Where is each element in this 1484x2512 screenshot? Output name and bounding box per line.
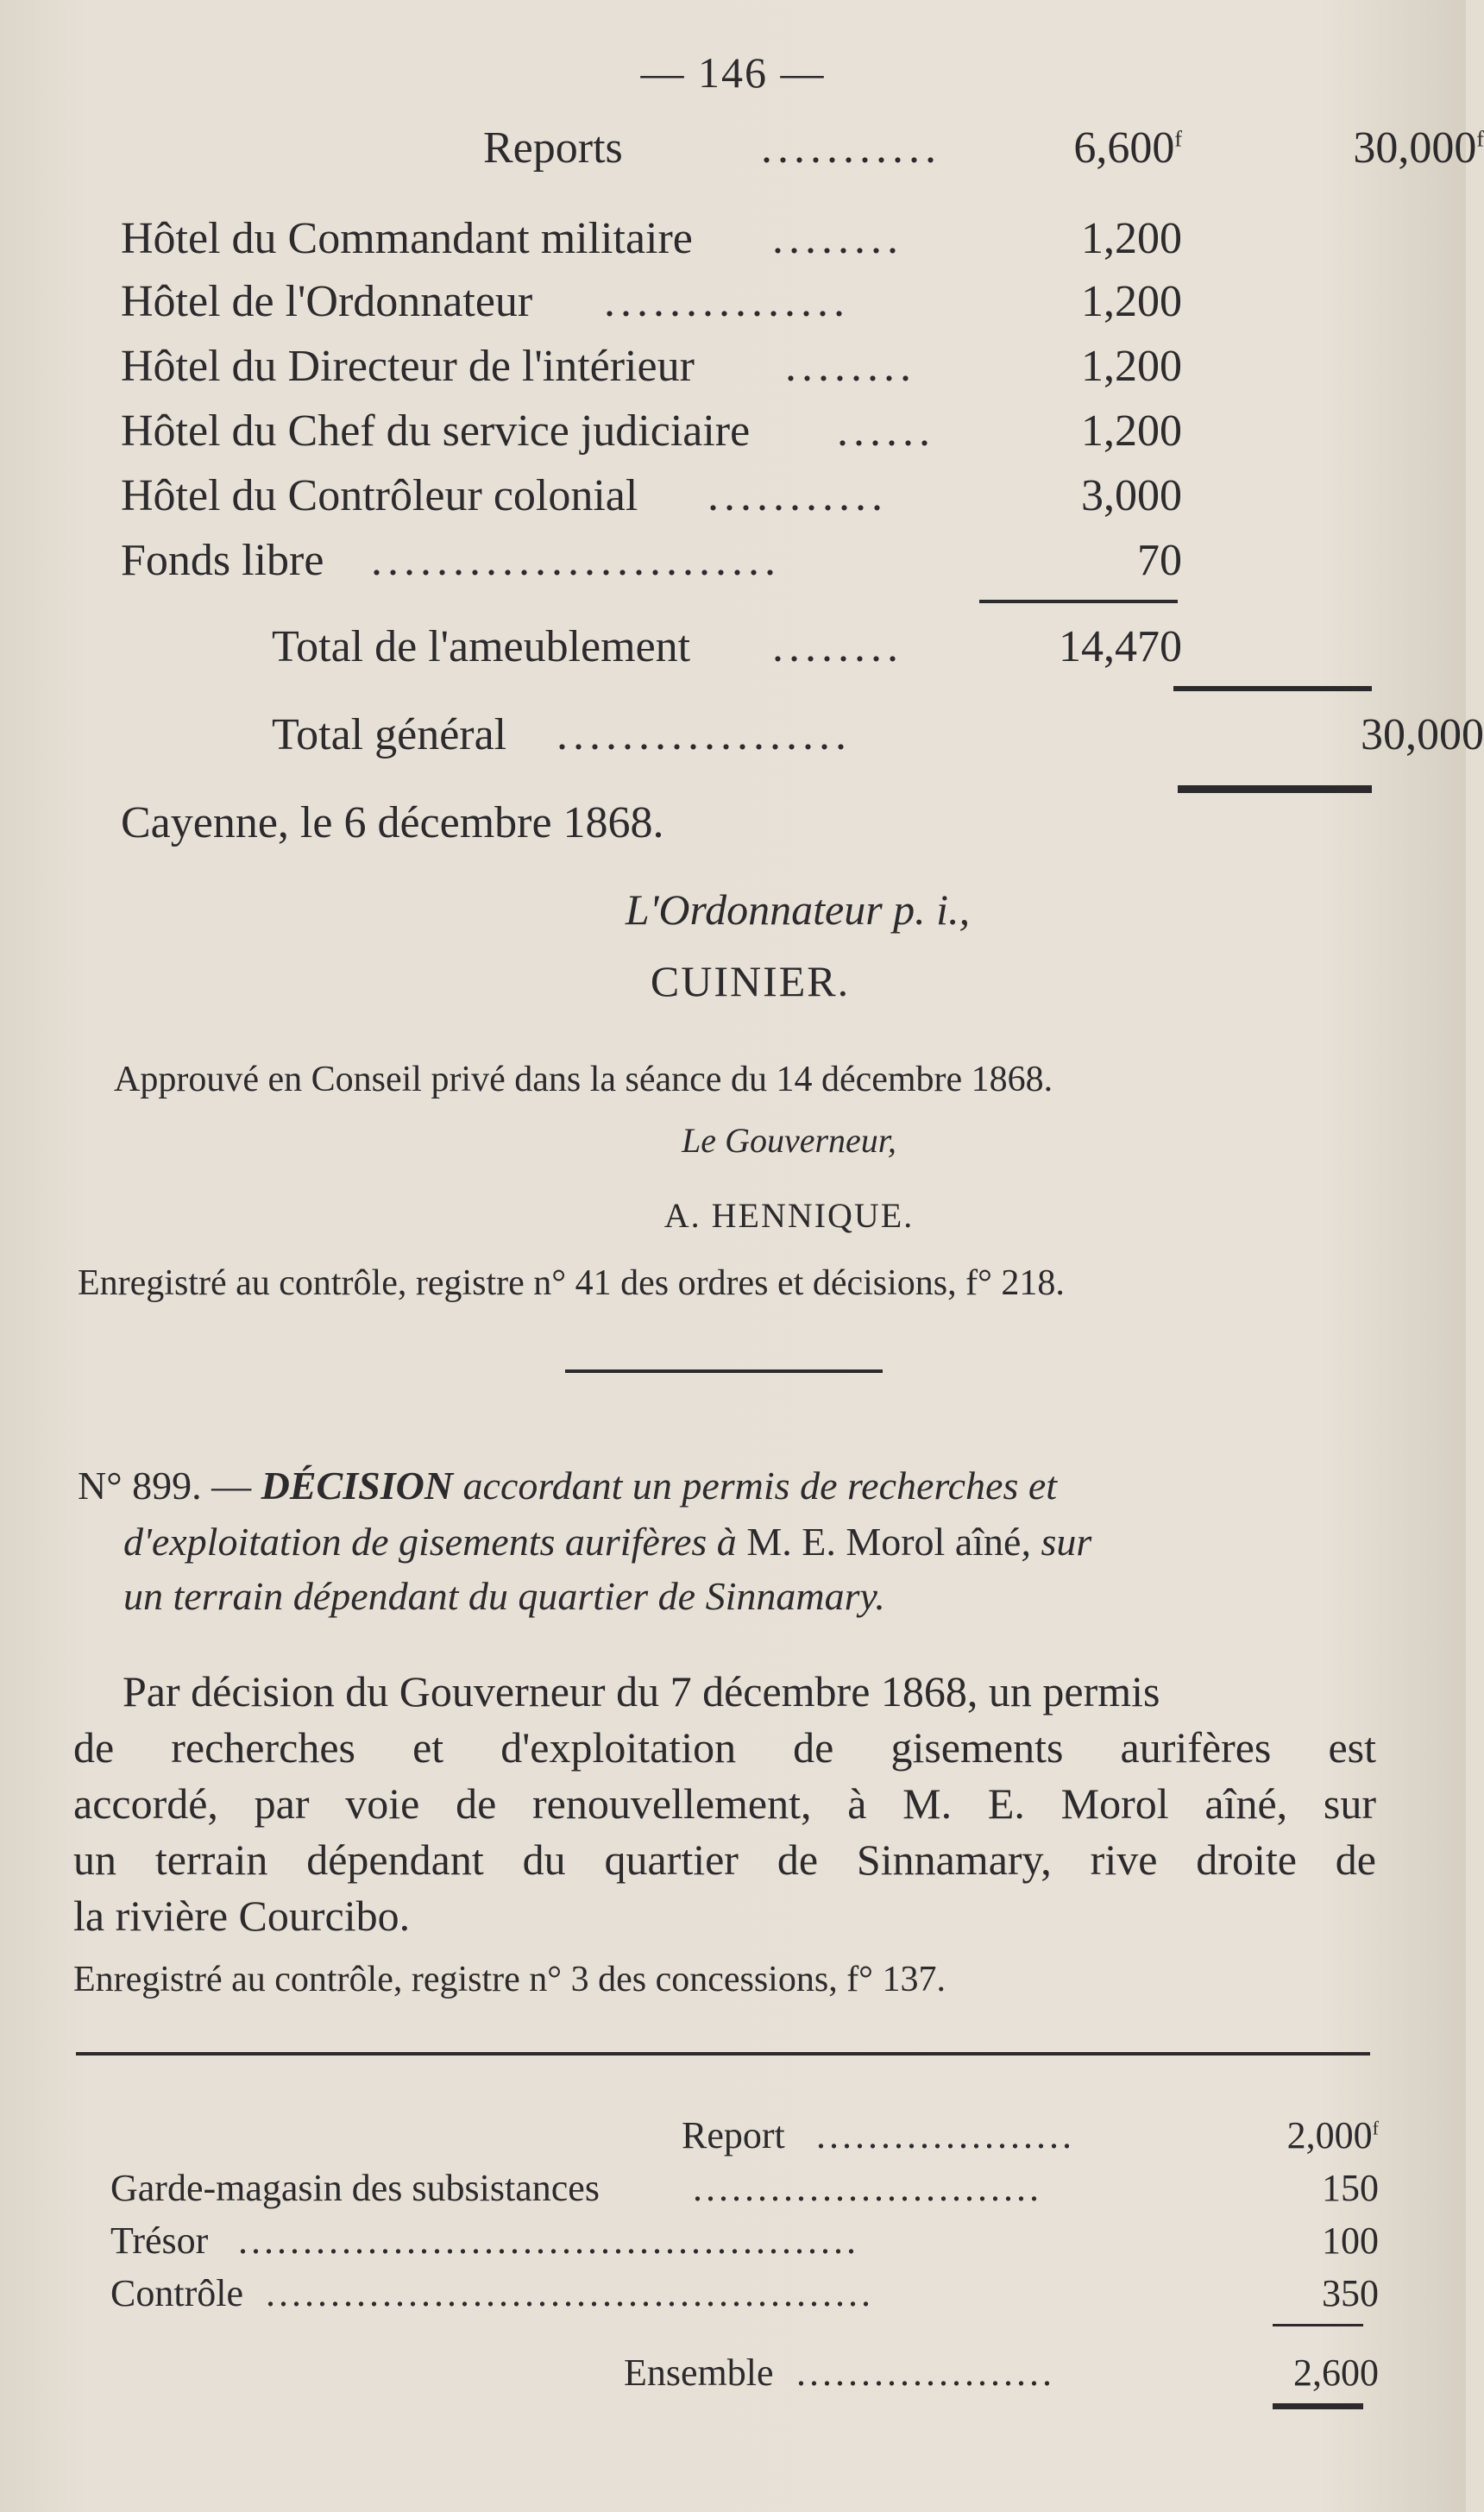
ledger-col1: 1,200: [1081, 277, 1182, 326]
decision-body-line: la rivière Courcibo.: [73, 1892, 411, 1940]
dot-leader: ........: [785, 342, 916, 391]
decision-number: N° 899. —: [78, 1464, 252, 1508]
ledger-label: Hôtel du Directeur de l'intérieur: [121, 342, 695, 391]
dot-leader: ...........: [707, 471, 888, 520]
ledger-col1: 1,200: [1081, 406, 1182, 456]
page-rule: [76, 2052, 1370, 2056]
lower-label: Contrôle: [110, 2272, 243, 2314]
section-divider: [565, 1369, 883, 1373]
dot-leader: ................................................: [238, 2219, 859, 2262]
ledger-row: [121, 620, 1467, 675]
decision-body-line: accordé, par voie de renouvellement, à M. E. Morol aîné, sur: [73, 1779, 1376, 1828]
lower-row: [110, 2110, 1405, 2162]
dot-leader: ...........: [761, 123, 941, 173]
lower-subtotal-rule: [1273, 2324, 1363, 2326]
lower-row: [110, 2215, 1405, 2267]
dot-leader: ...........................: [693, 2167, 1042, 2209]
ledger-col2: 30,000: [1361, 710, 1484, 759]
dot-leader: ......: [837, 406, 935, 456]
decision-heading-line-1: [78, 1458, 1057, 1514]
lower-value: 2,600: [1293, 2351, 1379, 2394]
ledger-label: Hôtel du Chef du service judiciaire: [121, 406, 751, 456]
subtotal-rule: [979, 600, 1178, 603]
ledger-col1: 1,200: [1081, 342, 1182, 391]
ledger-label: Total de l'ameublement: [272, 622, 691, 671]
page-number: — 146 —: [640, 48, 826, 97]
dot-leader: ........: [772, 622, 903, 671]
decision-heading-line-3: un terrain dépendant du quartier de Sinnamary.: [123, 1574, 885, 1618]
dot-leader: ...............: [604, 277, 850, 326]
dot-leader: ....................: [796, 2351, 1055, 2394]
dot-leader: .........................: [371, 536, 781, 585]
ledger-label: Total général: [272, 710, 507, 759]
decision-body-line: de recherches et d'exploitation de gisements aurifères est: [73, 1723, 1376, 1772]
ledger-row: [121, 121, 1484, 176]
dot-leader: ..................: [556, 710, 852, 759]
lower-value: 2,000$^f$: [1286, 2114, 1379, 2156]
ledger-label: Reports: [483, 123, 623, 173]
lower-label: Report: [682, 2114, 785, 2156]
lower-value: 150: [1322, 2167, 1379, 2209]
place-date: Cayenne, le 6 décembre 1868.: [121, 798, 664, 847]
ledger-row: [121, 708, 1484, 763]
ledger-label: Fonds libre: [121, 536, 324, 585]
lower-value: 350: [1322, 2272, 1379, 2314]
decision-keyword: DÉCISION: [261, 1464, 454, 1508]
lower-label: Garde-magasin des subsistances: [110, 2167, 600, 2209]
lower-row: [110, 2163, 1405, 2214]
lower-label: Ensemble: [624, 2351, 774, 2394]
ledger-row: [121, 404, 1467, 459]
ledger-row: [121, 469, 1467, 524]
ledger-label: Hôtel de l'Ordonnateur: [121, 277, 533, 326]
ledger-col1: 3,000: [1081, 471, 1182, 520]
lower-row: [110, 2268, 1405, 2320]
decision-heading-line-2: d'exploitation de gisements aurifères à M. E. Morol aîné, sur: [123, 1520, 1092, 1564]
decision-heading-text: accordant un permis de recherches et: [453, 1464, 1058, 1508]
registration-line: Enregistré au contrôle, registre n° 41 des ordres et décisions, f° 218.: [78, 1263, 1065, 1303]
ledger-label: Hôtel du Commandant militaire: [121, 214, 693, 263]
dot-leader: ........: [772, 214, 903, 263]
ledger-col1: 14,470: [1059, 622, 1182, 671]
total-rule: [1173, 686, 1372, 691]
lower-label: Trésor: [110, 2219, 209, 2262]
lower-value: 100: [1322, 2219, 1379, 2262]
signatory-name: CUINIER.: [650, 957, 851, 1005]
dot-leader: ...............................................: [266, 2272, 874, 2314]
ledger-col1: 70: [1137, 536, 1182, 585]
decision-registration: Enregistré au contrôle, registre n° 3 des concessions, f° 137.: [73, 1960, 946, 1999]
governor-name: A. HENNIQUE.: [663, 1196, 915, 1235]
approval-line: Approuvé en Conseil privé dans la séance du 14 décembre 1868.: [114, 1060, 1053, 1099]
ledger-row: [121, 211, 1467, 267]
grand-total-rule: [1178, 785, 1372, 793]
signatory-title: L'Ordonnateur p. i.,: [625, 885, 971, 934]
ledger-row: [121, 274, 1467, 330]
lower-row: [110, 2347, 1405, 2399]
decision-body-line: Par décision du Gouverneur du 7 décembre 1868, un permis: [123, 1667, 1160, 1716]
decision-body-line: un terrain dépendant du quartier de Sinnamary, rive droite de: [73, 1835, 1376, 1884]
dot-leader: ....................: [816, 2114, 1075, 2156]
ledger-row: [121, 533, 1467, 589]
ledger-col2: 30,000$^f$: [1353, 123, 1484, 173]
ledger-row: [121, 339, 1467, 394]
lower-total-rule: [1273, 2403, 1363, 2409]
ledger-col1: 1,200: [1081, 214, 1182, 263]
governor-title: Le Gouverneur,: [682, 1121, 896, 1160]
ledger-label: Hôtel du Contrôleur colonial: [121, 471, 638, 520]
ledger-col1: 6,600$^f$: [1073, 123, 1182, 173]
